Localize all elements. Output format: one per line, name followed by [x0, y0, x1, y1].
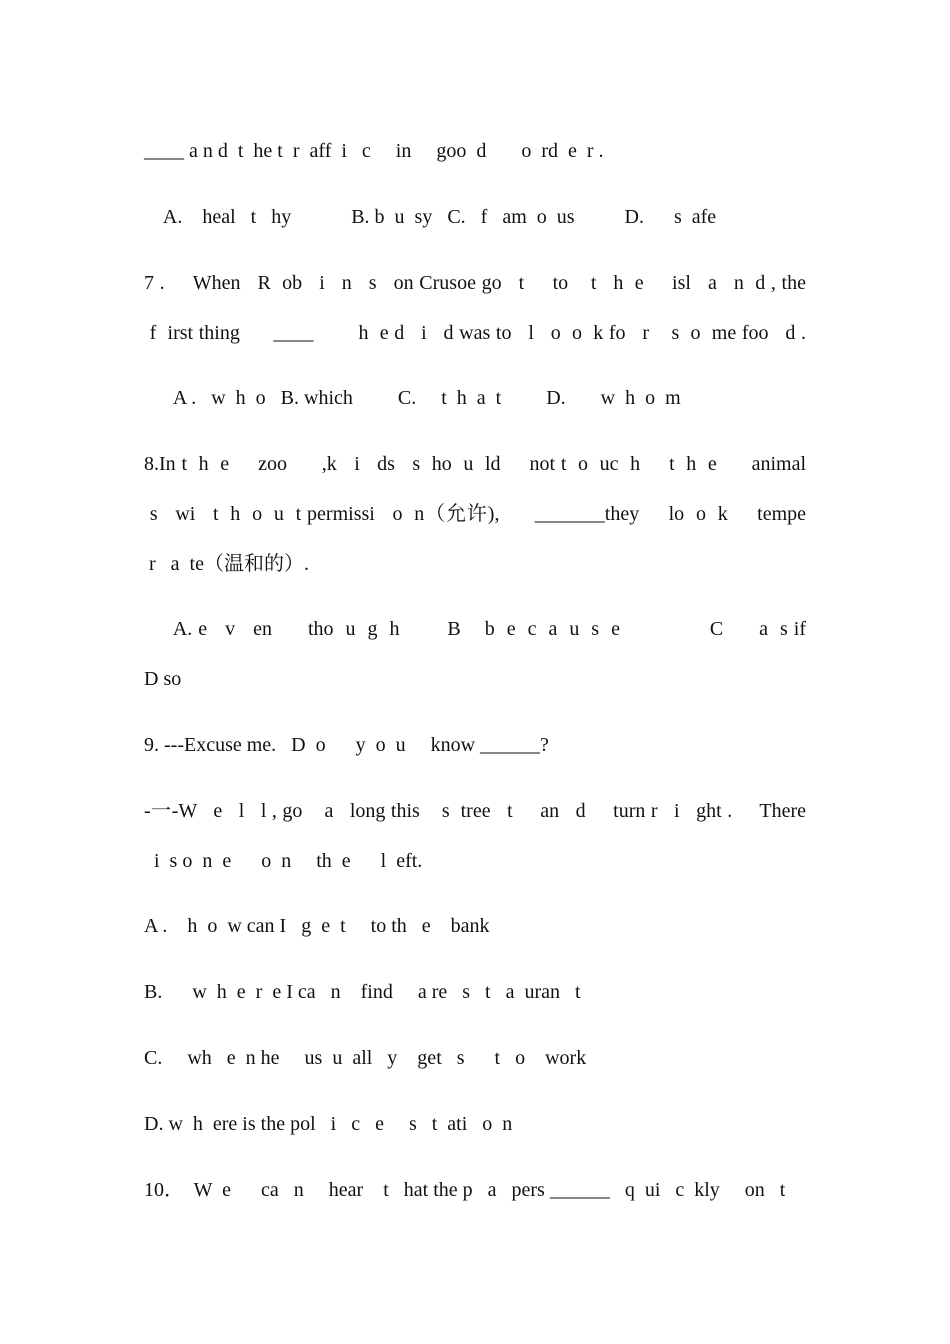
q8-line-1: 8.In t h e zoo ,k i ds s ho u ld not t o uc h t h e animal — [144, 453, 806, 475]
q9-option-b: B. w h e r e I ca n find a re s t a uran t — [144, 981, 581, 1003]
q10-line-1: 10． W e ca n hear t hat the p a pers ______ q ui c kly on t — [144, 1179, 786, 1201]
q6-options: A. heal t hy B. b u sy C. f am o us D. s afe — [144, 206, 717, 228]
q8-line-3: r a te（温和的）. — [144, 553, 309, 575]
q9-option-a: A . h o w can I g e t to th e bank — [144, 915, 490, 937]
q8-options: A. e v en tho u g h B b e c a u s e C a s if — [144, 618, 806, 640]
q6-line-end: ____ a n d t he t r aff i c in goo d o rd e r . — [144, 140, 604, 162]
q9-option-d: D. w h ere is the pol i c e s t ati o n — [144, 1113, 513, 1135]
q9-line-2: -一-W e l l , go a long this s tree t an d turn r i ght . There — [144, 800, 806, 822]
q9-option-c: C. wh e n he us u all y get s t o work — [144, 1047, 587, 1069]
q9-line-3: i s o n e o n th e l eft. — [144, 850, 423, 872]
q7-line-1: 7 . When R ob i n s on Crusoe go t to t h e isl a n d , the — [144, 272, 806, 294]
q8-line-2: s wi t h o u t permissi o n（允许), _______they lo o k tempe — [144, 503, 806, 525]
q7-options: A . w h o B. which C. t h a t D. w h o m — [144, 387, 681, 409]
q8-option-d: D so — [144, 668, 182, 690]
q9-line-1: 9. ---Excuse me. D o y o u know ______? — [144, 734, 549, 756]
q7-line-2: f irst thing ____ h e d i d was to l o o k fo r s o me foo d . — [144, 322, 806, 344]
